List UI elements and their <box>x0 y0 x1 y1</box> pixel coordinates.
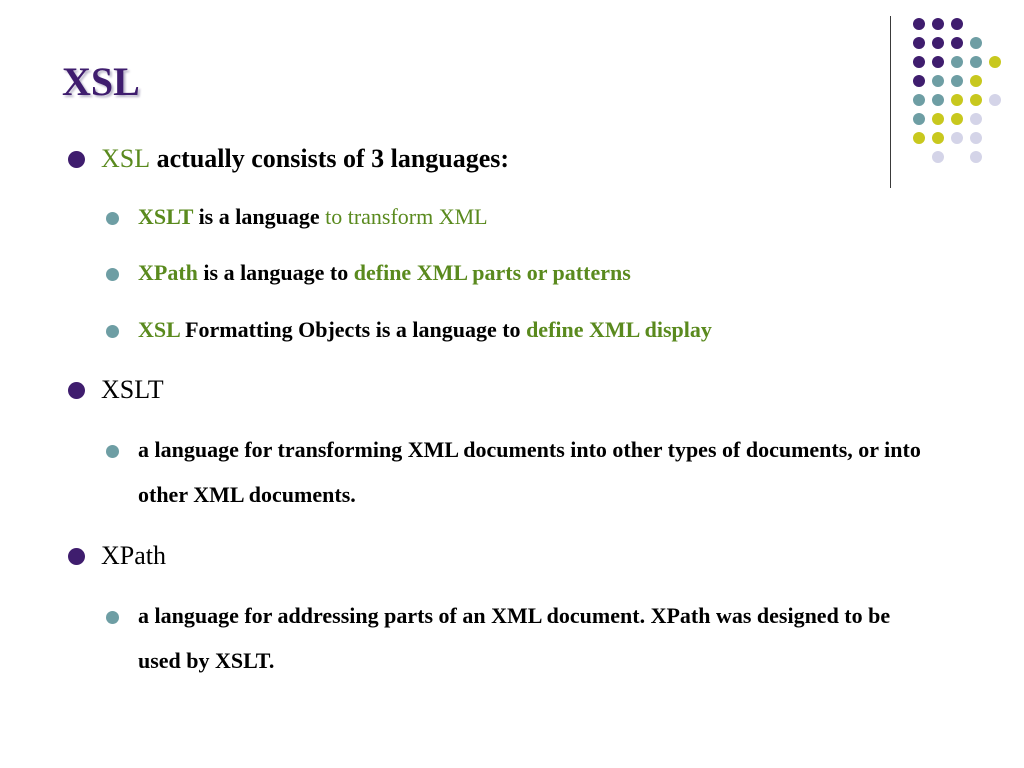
sub-bullet-text: XSL Formatting Objects is a language to define XML display <box>138 317 712 342</box>
sub-bullet-icon <box>106 445 119 458</box>
bullet-lead: XSLT <box>101 375 164 404</box>
decorative-dot <box>951 132 963 144</box>
decorative-dot <box>932 37 944 49</box>
decorative-dot <box>970 132 982 144</box>
decorative-dot <box>932 18 944 30</box>
decorative-dot <box>932 94 944 106</box>
decorative-dot <box>913 113 925 125</box>
decorative-dot <box>951 56 963 68</box>
decorative-dot <box>970 75 982 87</box>
decorative-dot <box>913 56 925 68</box>
sub-bullet-icon <box>106 325 119 338</box>
decorative-dot <box>989 94 1001 106</box>
decorative-dot <box>970 56 982 68</box>
decorative-dot <box>989 56 1001 68</box>
slide-title: XSL <box>62 59 140 104</box>
decorative-dot <box>951 18 963 30</box>
bullet-icon <box>68 151 85 168</box>
decorative-dot <box>913 18 925 30</box>
decorative-dot <box>932 151 944 163</box>
sub-bullet-text: a language for addressing parts of an XML document. XPath was designed to be used by XSLT. <box>138 603 891 673</box>
decorative-dot <box>913 75 925 87</box>
bullet-icon <box>68 548 85 565</box>
decorative-dot <box>932 56 944 68</box>
decorative-dot <box>951 113 963 125</box>
decorative-dot <box>951 94 963 106</box>
decorative-dot <box>932 113 944 125</box>
bullet-text: XSL actually consists of 3 languages: <box>101 144 510 173</box>
decorative-dot <box>913 132 925 144</box>
decorative-dot <box>913 94 925 106</box>
decorative-dot <box>970 151 982 163</box>
sub-bullet-text: a language for transforming XML documents into other types of documents, or into other XML documents. <box>138 437 921 507</box>
sub-bullet-icon <box>106 212 119 225</box>
decorative-dot <box>913 37 925 49</box>
bullet-lead: XPath <box>101 541 166 570</box>
decorative-dot <box>951 37 963 49</box>
sub-bullet-icon <box>106 268 119 281</box>
sub-bullet-text: XPath is a language to define XML parts or patterns <box>138 260 631 285</box>
sub-bullet-text: XSLT is a language to transform XML <box>138 204 488 229</box>
decorative-dot <box>970 37 982 49</box>
decorative-dot <box>970 113 982 125</box>
decorative-dot <box>932 75 944 87</box>
bullet-lead: XSL <box>101 144 151 173</box>
decorative-dot <box>951 75 963 87</box>
decorative-dot <box>970 94 982 106</box>
decorative-dot <box>932 132 944 144</box>
sub-bullet-icon <box>106 611 119 624</box>
bullet-icon <box>68 382 85 399</box>
